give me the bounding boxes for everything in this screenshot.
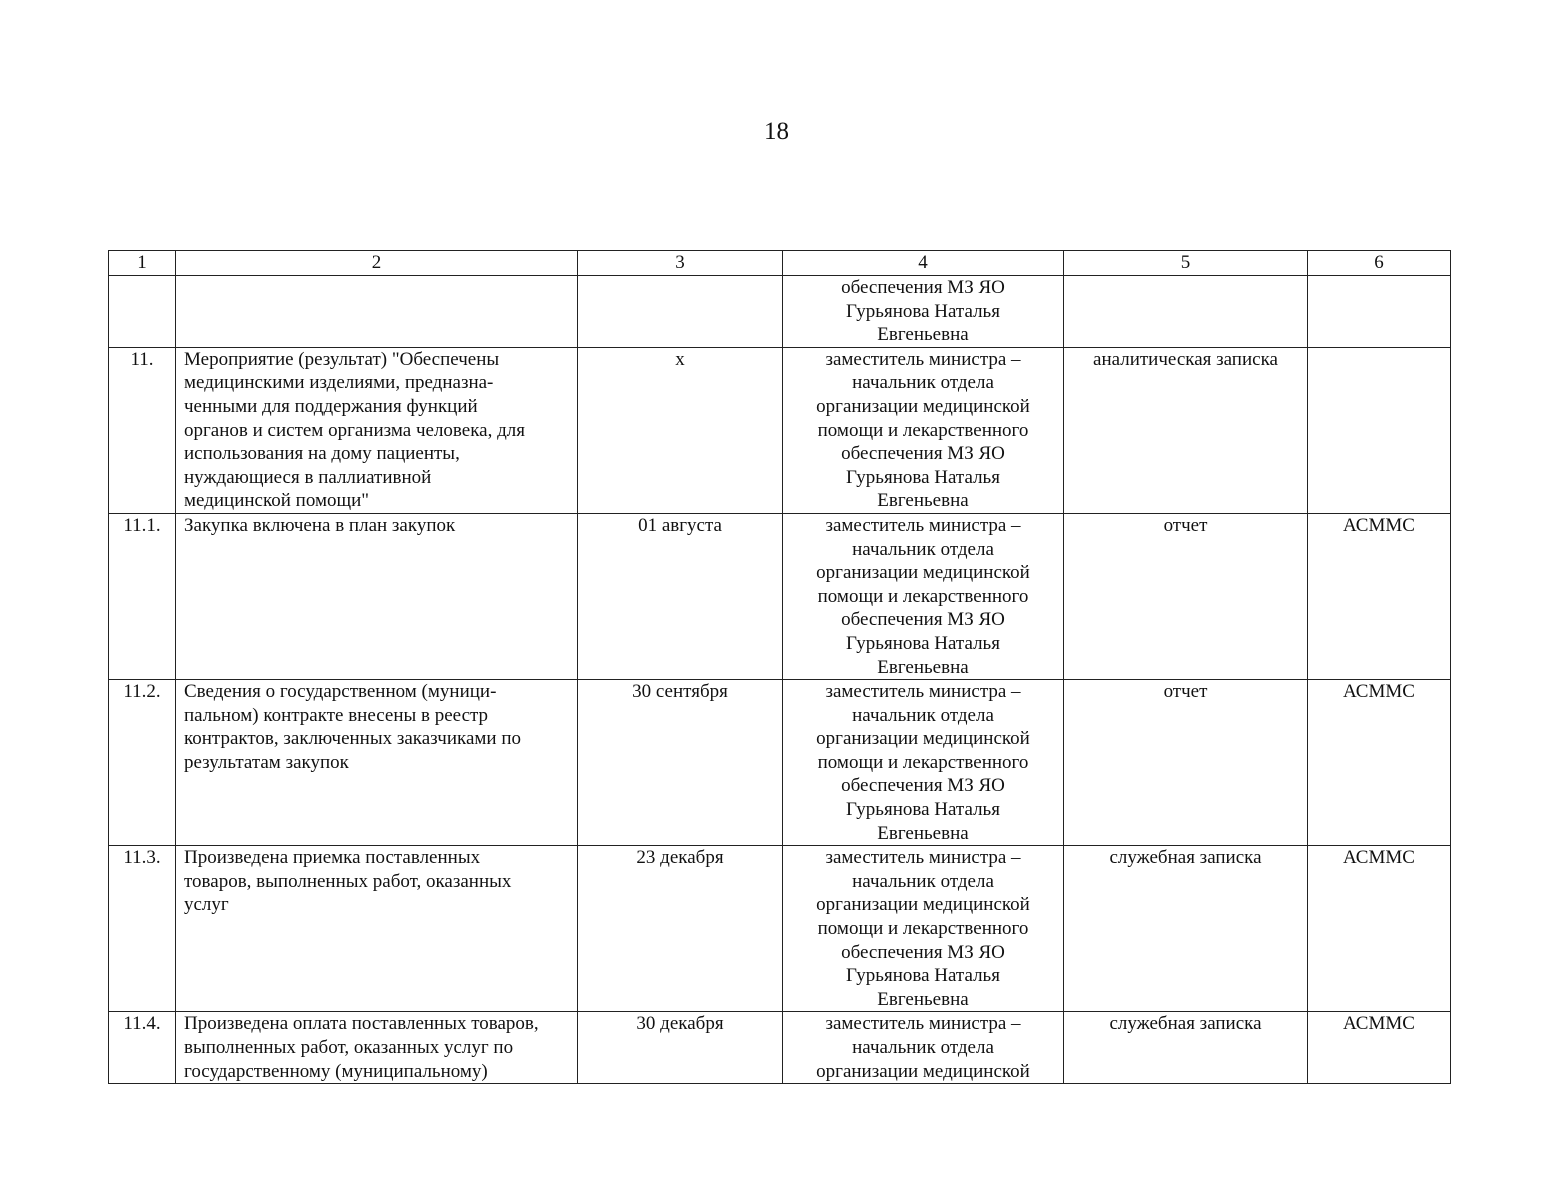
event-cell: Сведения о государственном (муници- пальном) контракте внесены в реестр контрактов, заключенных заказчиками по результатам закупок	[176, 680, 578, 846]
row-number	[109, 276, 176, 348]
responsible-cell: заместитель министра – начальник отдела организации медицинской помощи и лекарственного обеспечения МЗ ЯО Гурьянова Наталья Евгеньевна	[783, 513, 1064, 679]
document-cell	[1064, 276, 1308, 348]
header-cell-4: 4	[783, 251, 1064, 276]
date-cell: 23 декабря	[578, 846, 783, 1012]
document-cell: отчет	[1064, 680, 1308, 846]
header-row	[109, 251, 1451, 276]
header-cell-2: 2	[176, 251, 578, 276]
event-cell	[176, 276, 578, 348]
row-number: 11.	[109, 347, 176, 513]
responsible-cell: обеспечения МЗ ЯО Гурьянова Наталья Евгеньевна	[783, 276, 1064, 348]
responsible-cell: заместитель министра – начальник отдела организации медицинской помощи и лекарственного обеспечения МЗ ЯО Гурьянова Наталья Евгеньевна	[783, 347, 1064, 513]
document-cell: отчет	[1064, 513, 1308, 679]
document-cell: служебная записка	[1064, 846, 1308, 1012]
system-cell	[1308, 276, 1451, 348]
date-cell: х	[578, 347, 783, 513]
header-cell-5: 5	[1064, 251, 1308, 276]
row-number: 11.4.	[109, 1012, 176, 1084]
table-row	[109, 347, 1451, 513]
header-cell-6: 6	[1308, 251, 1451, 276]
table-row	[109, 276, 1451, 348]
page-number: 18	[764, 118, 789, 145]
responsible-cell: заместитель министра – начальник отдела организации медицинской помощи и лекарственного обеспечения МЗ ЯО Гурьянова Наталья Евгеньевна	[783, 680, 1064, 846]
document-cell: служебная записка	[1064, 1012, 1308, 1084]
date-cell: 30 сентября	[578, 680, 783, 846]
date-cell: 30 декабря	[578, 1012, 783, 1084]
table-row	[109, 846, 1451, 1012]
date-cell	[578, 276, 783, 348]
responsible-cell: заместитель министра – начальник отдела организации медицинской	[783, 1012, 1064, 1084]
document-cell: аналитическая записка	[1064, 347, 1308, 513]
table-row	[109, 513, 1451, 679]
date-cell: 01 августа	[578, 513, 783, 679]
system-cell: АСММС	[1308, 680, 1451, 846]
row-number: 11.1.	[109, 513, 176, 679]
plan-table	[108, 250, 1451, 1084]
responsible-cell: заместитель министра – начальник отдела организации медицинской помощи и лекарственного обеспечения МЗ ЯО Гурьянова Наталья Евгеньевна	[783, 846, 1064, 1012]
row-number: 11.2.	[109, 680, 176, 846]
system-cell: АСММС	[1308, 513, 1451, 679]
system-cell: АСММС	[1308, 1012, 1451, 1084]
event-cell: Мероприятие (результат) "Обеспечены медицинскими изделиями, предназна- ченными для поддержания функций органов и систем организма человека, для использования на дому пациенты, нуждающиеся в паллиативной медицинской помощи"	[176, 347, 578, 513]
system-cell: АСММС	[1308, 846, 1451, 1012]
row-number: 11.3.	[109, 846, 176, 1012]
table-row	[109, 1012, 1451, 1084]
event-cell: Произведена оплата поставленных товаров, выполненных работ, оказанных услуг по государственному (муниципальному)	[176, 1012, 578, 1084]
header-cell-1: 1	[109, 251, 176, 276]
header-cell-3: 3	[578, 251, 783, 276]
table-row	[109, 680, 1451, 846]
event-cell: Произведена приемка поставленных товаров, выполненных работ, оказанных услуг	[176, 846, 578, 1012]
system-cell	[1308, 347, 1451, 513]
event-cell: Закупка включена в план закупок	[176, 513, 578, 679]
